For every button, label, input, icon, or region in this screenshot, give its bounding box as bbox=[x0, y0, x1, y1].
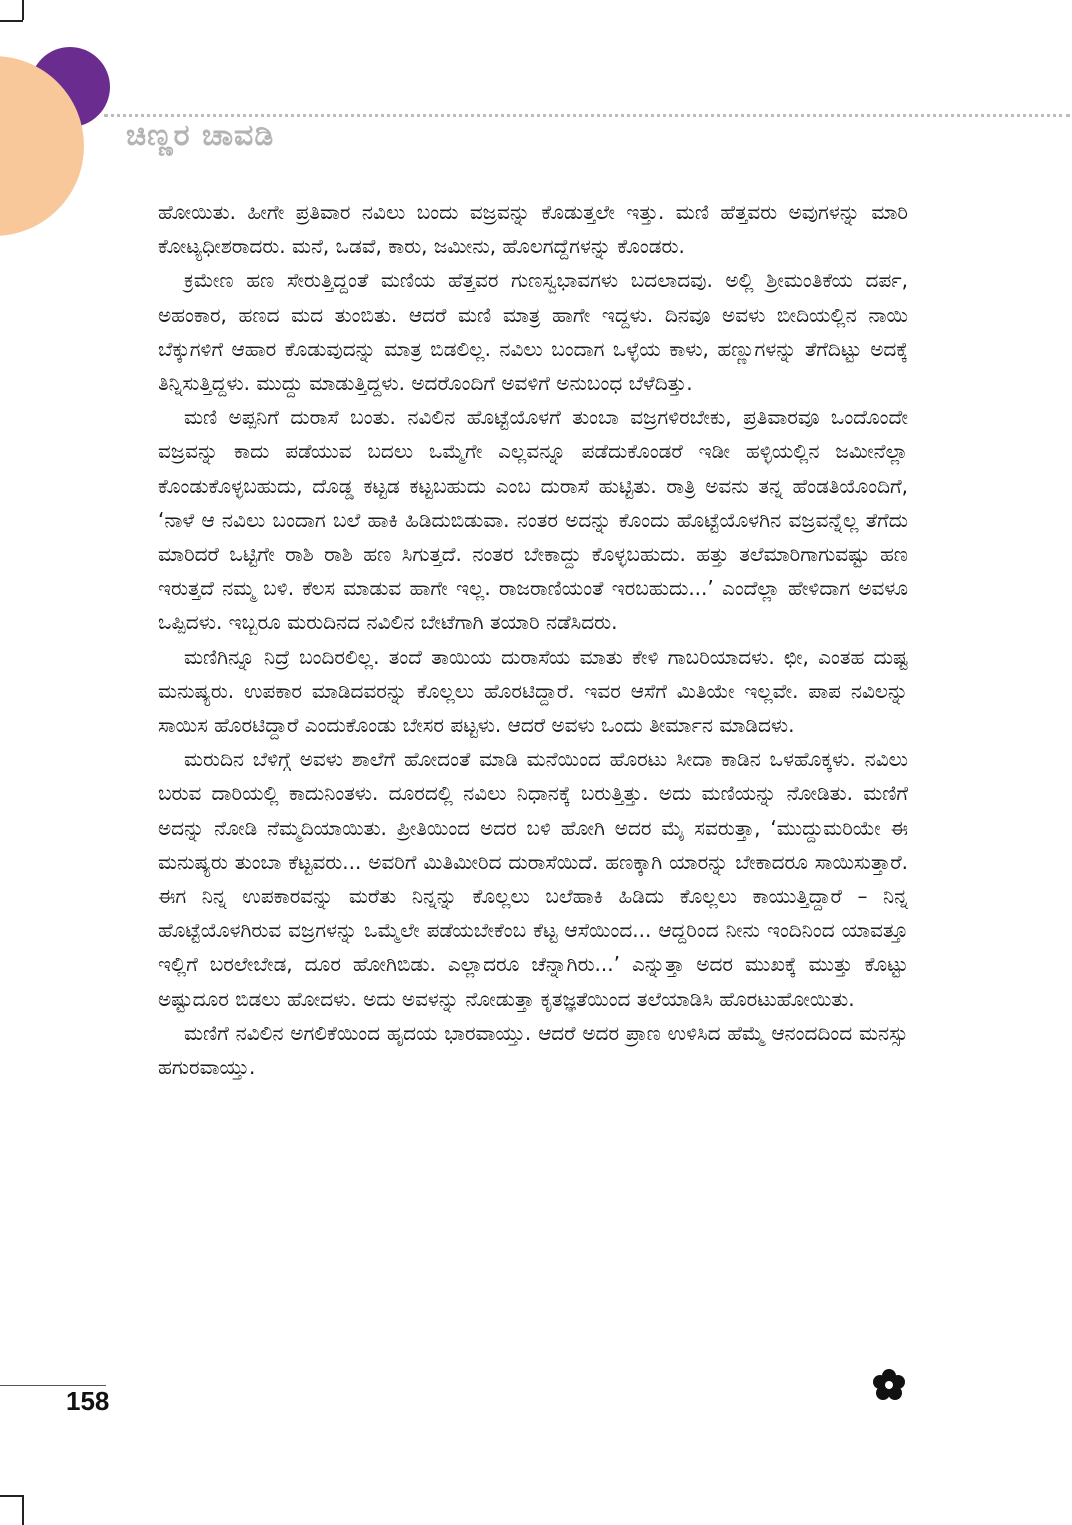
paragraph-4: ಮಣಿಗಿನ್ನೂ ನಿದ್ರೆ ಬಂದಿರಲಿಲ್ಲ. ತಂದೆ ತಾಯಿಯ ದುರಾಸೆಯ ಮಾತು ಕೇಳಿ ಗಾಬರಿಯಾದಳು. ಛೀ, ಎಂತಹ ದುಷ್ಟ ಮನುಷ್ಯರು. ಉಪಕಾರ ಮಾಡಿದವರನ್ನು ಕೊಲ್ಲಲು ಹೊರಟಿದ್ದಾರೆ. ಇವರ ಆಸೆಗೆ ಮಿತಿಯೇ ಇಲ್ಲವೇ. ಪಾಪ ನವಿಲನ್ನು ಸಾಯಿಸ ಹೊರಟಿದ್ದಾರೆ ಎಂದುಕೊಂಡು ಬೇಸರ ಪಟ್ಟಳು. ಆದರೆ ಅವಳು ಒಂದು ತೀರ್ಮಾನ ಮಾಡಿದಳು. bbox=[158, 644, 908, 738]
crop-mark-top-h bbox=[0, 20, 23, 22]
crop-mark-bottom-h bbox=[0, 1495, 23, 1497]
paragraph-1: ಹೋಯಿತು. ಹೀಗೇ ಪ್ರತಿವಾರ ನವಿಲು ಬಂದು ವಜ್ರವನ್ನು ಕೊಡುತ್ತಲೇ ಇತ್ತು. ಮಣಿ ಹೆತ್ತವರು ಅವುಗಳನ್ನು ಮಾರಿ ಕೋಟ್ಯಧೀಶರಾದರು. ಮನೆ, ಒಡವೆ, ಕಾರು, ಜಮೀನು, ಹೊಲಗದ್ದೆಗಳನ್ನು ಕೊಂಡರು. bbox=[158, 200, 908, 259]
paragraph-6: ಮಣಿಗೆ ನವಿಲಿನ ಅಗಲಿಕೆಯಿಂದ ಹೃದಯ ಭಾರವಾಯ್ತು. ಆದರೆ ಅದರ ಪ್ರಾಣ ಉಳಿಸಿದ ಹೆಮ್ಮೆ ಆನಂದದಿಂದ ಮನಸ್ಸು ಹಗುರವಾಯ್ತು. bbox=[158, 1020, 908, 1080]
section-title: ಚಿಣ್ಣರ ಚಾವಡಿ bbox=[126, 118, 275, 153]
flower-icon bbox=[872, 1368, 906, 1402]
page-number: 158 bbox=[66, 1386, 110, 1416]
crop-mark-bottom bbox=[22, 1495, 24, 1525]
paragraph-2: ಕ್ರಮೇಣ ಹಣ ಸೇರುತ್ತಿದ್ದಂತೆ ಮಣಿಯ ಹೆತ್ತವರ ಗುಣಸ್ವಭಾವಗಳು ಬದಲಾದವು. ಅಲ್ಲಿ ಶ್ರೀಮಂತಿಕೆಯ ದರ್ಪ, ಅಹಂಕಾರ, ಹಣದ ಮದ ತುಂಬಿತು. ಆದರೆ ಮಣಿ ಮಾತ್ರ ಹಾಗೇ ಇದ್ದಳು. ದಿನವೂ ಅವಳು ಬೀದಿಯಲ್ಲಿನ ನಾಯಿ ಬೆಕ್ಕುಗಳಿಗೆ ಆಹಾರ ಕೊಡುವುದನ್ನು ಮಾತ್ರ ಬಿಡಲಿಲ್ಲ. ನವಿಲು ಬಂದಾಗ ಒಳ್ಳೆಯ ಕಾಳು, ಹಣ್ಣುಗಳನ್ನು ತೆಗೆದಿಟ್ಟು ಅದಕ್ಕೆ ತಿನ್ನಿಸುತ್ತಿದ್ದಳು. ಮುದ್ದು ಮಾಡುತ್ತಿದ್ದಳು. ಅದರೊಂದಿಗೆ ಅವಳಿಗೆ ಅನುಬಂಧ ಬೆಳೆದಿತ್ತು. bbox=[158, 268, 908, 396]
header-dotted-rule bbox=[104, 114, 1070, 117]
paragraph-5: ಮರುದಿನ ಬೆಳಿಗ್ಗೆ ಅವಳು ಶಾಲೆಗೆ ಹೋದಂತೆ ಮಾಡಿ ಮನೆಯಿಂದ ಹೊರಟು ಸೀದಾ ಕಾಡಿನ ಒಳಹೊಕ್ಕಳು. ನವಿಲು ಬರುವ ದಾರಿಯಲ್ಲಿ ಕಾದುನಿಂತಳು. ದೂರದಲ್ಲಿ ನವಿಲು ನಿಧಾನಕ್ಕೆ ಬರುತ್ತಿತ್ತು. ಅದು ಮಣಿಯನ್ನು ನೋಡಿತು. ಮಣಿಗೆ ಅದನ್ನು ನೋಡಿ ನೆಮ್ಮದಿಯಾಯಿತು. ಪ್ರೀತಿಯಿಂದ ಅದರ ಬಳಿ ಹೋಗಿ ಅದರ ಮೈ ಸವರುತ್ತಾ, ‘ಮುದ್ದುಮರಿಯೇ ಈ ಮನುಷ್ಯರು ತುಂಬಾ ಕೆಟ್ಟವರು... ಅವರಿಗೆ ಮಿತಿಮೀರಿದ ದುರಾಸೆಯಿದೆ. ಹಣಕ್ಕಾಗಿ ಯಾರನ್ನು ಬೇಕಾದರೂ ಸಾಯಿಸುತ್ತಾರೆ. ಈಗ ನಿನ್ನ ಉಪಕಾರವನ್ನು ಮರೆತು ನಿನ್ನನ್ನು ಕೊಲ್ಲಲು ಬಲೆಹಾಕಿ ಹಿಡಿದು ಕೊಲ್ಲಲು ಕಾಯುತ್ತಿದ್ದಾರೆ – ನಿನ್ನ ಹೊಟ್ಟೆಯೊಳಗಿರುವ ವಜ್ರಗಳನ್ನು ಒಮ್ಮೆಲೇ ಪಡೆಯಬೇಕೆಂಬ ಕೆಟ್ಟ ಆಸೆಯಿಂದ... ಆದ್ದರಿಂದ ನೀನು ಇಂದಿನಿಂದ ಯಾವತ್ತೂ ಇಲ್ಲಿಗೆ ಬರಲೇಬೇಡ, ದೂರ ಹೋಗಿಬಿಡು. ಎಲ್ಲಾದರೂ ಚೆನ್ನಾಗಿರು...’ ಎನ್ನುತ್ತಾ ಅದರ ಮುಖಕ್ಕೆ ಮುತ್ತು ಕೊಟ್ಟು ಅಷ್ಟುದೂರ ಬಿಡಲು ಹೋದಳು. ಅದು ಅವಳನ್ನು ನೋಡುತ್ತಾ ಕೃತಜ್ಞತೆಯಿಂದ ತಲೆಯಾಡಿಸಿ ಹೊರಟುಹೋಯಿತು. bbox=[158, 747, 908, 1011]
story-body bbox=[158, 195, 908, 1084]
crop-mark-top bbox=[22, 0, 24, 20]
paragraph-3: ಮಣಿ ಅಪ್ಪನಿಗೆ ದುರಾಸೆ ಬಂತು. ನವಿಲಿನ ಹೊಟ್ಟೆಯೊಳಗೆ ತುಂಬಾ ವಜ್ರಗಳಿರಬೇಕು, ಪ್ರತಿವಾರವೂ ಒಂದೊಂದೇ ವಜ್ರವನ್ನು ಕಾದು ಪಡೆಯುವ ಬದಲು ಒಮ್ಮೆಗೇ ಎಲ್ಲವನ್ನೂ ಪಡೆದುಕೊಂಡರೆ ಇಡೀ ಹಳ್ಳಿಯಲ್ಲಿನ ಜಮೀನೆಲ್ಲಾ ಕೊಂಡುಕೊಳ್ಳಬಹುದು, ದೊಡ್ಡ ಕಟ್ಟಡ ಕಟ್ಟಬಹುದು ಎಂಬ ದುರಾಸೆ ಹುಟ್ಟಿತು. ರಾತ್ರಿ ಅವನು ತನ್ನ ಹೆಂಡತಿಯೊಂದಿಗೆ, ‘ನಾಳೆ ಆ ನವಿಲು ಬಂದಾಗ ಬಲೆ ಹಾಕಿ ಹಿಡಿದುಬಿಡುವಾ. ನಂತರ ಅದನ್ನು ಕೊಂದು ಹೊಟ್ಟೆಯೊಳಗಿನ ವಜ್ರವನ್ನೆಲ್ಲ ತೆಗೆದು ಮಾರಿದರೆ ಒಟ್ಟಿಗೇ ರಾಶಿ ರಾಶಿ ಹಣ ಸಿಗುತ್ತದೆ. ನಂತರ ಬೇಕಾದ್ದು ಕೊಳ್ಳಬಹುದು. ಹತ್ತು ತಲೆಮಾರಿಗಾಗುವಷ್ಟು ಹಣ ಇರುತ್ತದೆ ನಮ್ಮ ಬಳಿ. ಕೆಲಸ ಮಾಡುವ ಹಾಗೇ ಇಲ್ಲ. ರಾಜರಾಣಿಯಂತೆ ಇರಬಹುದು...’ ಎಂದೆಲ್ಲಾ ಹೇಳಿದಾಗ ಅವಳೂ ಒಪ್ಪಿದಳು. ಇಬ್ಬರೂ ಮರುದಿನದ ನವಿಲಿನ ಬೇಟೆಗಾಗಿ ತಯಾರಿ ನಡೆಸಿದರು. bbox=[158, 405, 908, 635]
